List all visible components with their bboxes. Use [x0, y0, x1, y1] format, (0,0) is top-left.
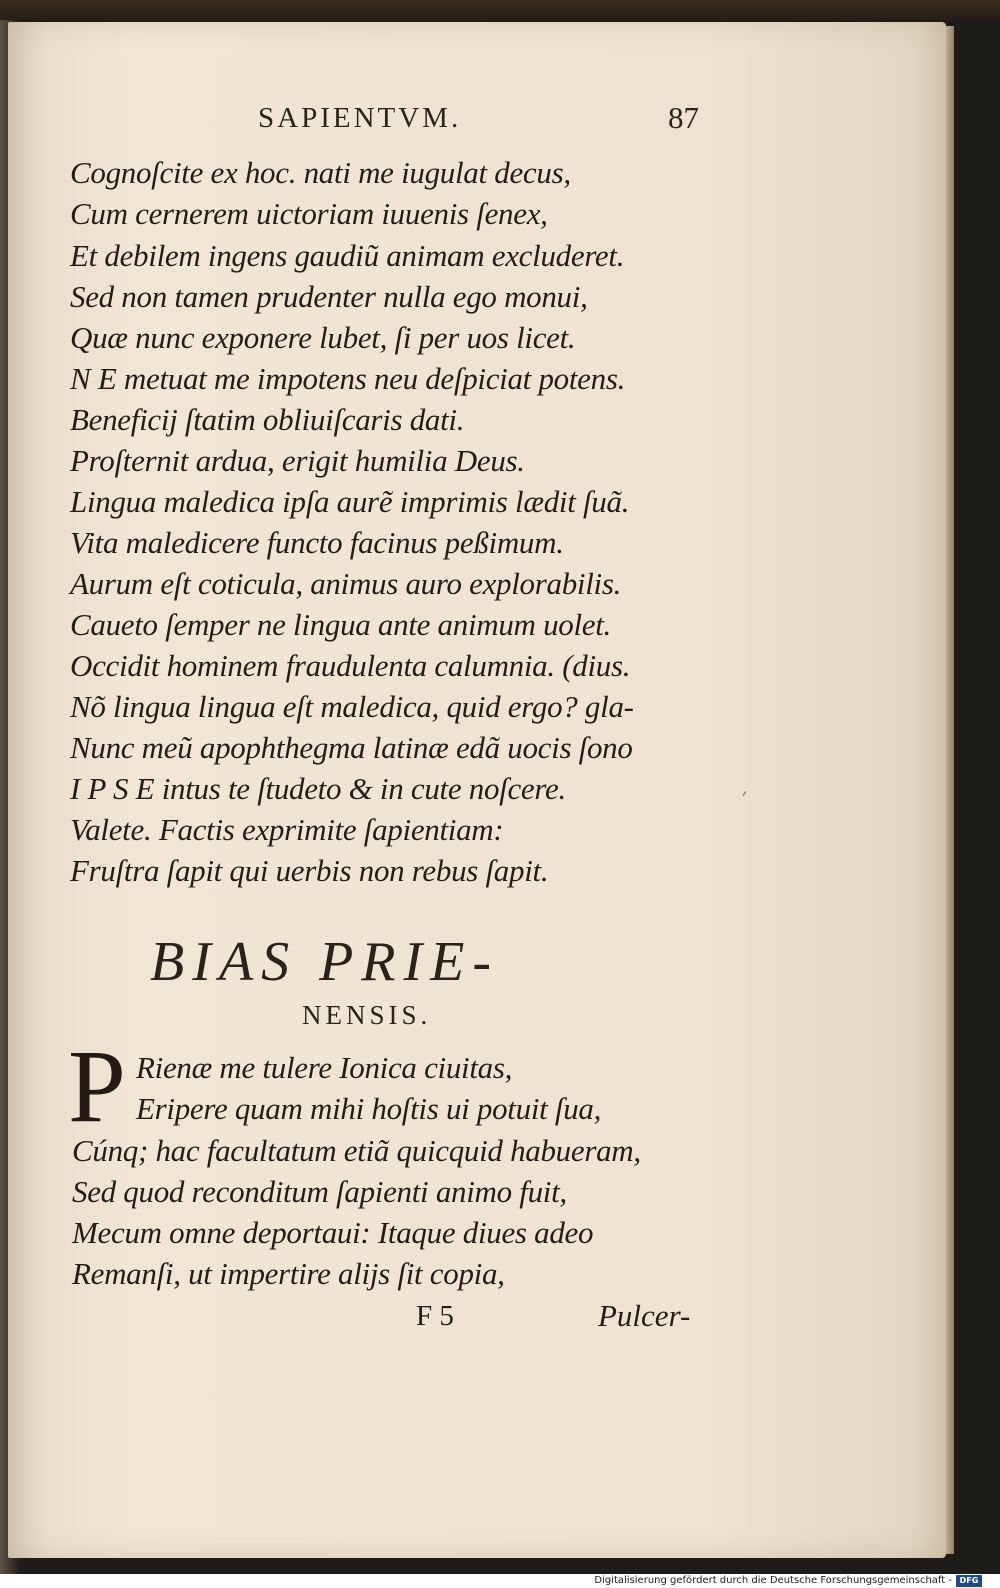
verse-line: Cum cernerem uictoriam iuuenis ſenex, [70, 196, 548, 231]
verse-line: N E metuat me impotens neu deſpiciat potens. [70, 361, 626, 396]
verse-line: Rienæ me tulere Ionica ciuitas, [136, 1050, 513, 1085]
verse-line: Occidit hominem fraudulenta calumnia. (dius. [70, 648, 631, 683]
verse-line: I P S E intus te ſtudeto & in cute noſcere. [70, 771, 566, 806]
funding-credit: Digitalisierung gefördert durch die Deutsche Forschungsgemeinschaft - [594, 1575, 952, 1586]
drop-capital: P [68, 1029, 126, 1144]
binding-top-strip [0, 0, 1000, 20]
dfg-logo: DFG [956, 1575, 982, 1587]
page-number: 87 [668, 100, 699, 135]
verse-line: Quæ nunc exponere lubet, ſi per uos licet. [70, 320, 576, 355]
verse-line: Caueto ſemper ne lingua ante animum uolet. [70, 607, 612, 642]
verse-line: Valete. Factis exprimite ſapientiam: [70, 812, 504, 847]
verse-line: Lingua maledica ipſa aurẽ imprimis lædit ſuã. [70, 484, 630, 519]
verse-line: Cognoſcite ex hoc. nati me iugulat decus, [70, 155, 571, 190]
verse-line: Nõ lingua lingua eſt maledica, quid ergo? gla- [70, 689, 634, 724]
catchword: Pulcer- [598, 1298, 691, 1333]
verse-line: Proſternit ardua, erigit humilia Deus. [70, 443, 525, 478]
verse-line: Sed non tamen prudenter nulla ego monui, [70, 279, 588, 314]
verse-line: Mecum omne deportaui: Itaque diues adeo [72, 1215, 594, 1250]
verse-line: Aurum eſt coticula, animus auro explorabilis. [70, 566, 622, 601]
verse-line: Eripere quam mihi hoſtis ui potuit ſua, [136, 1091, 602, 1126]
verse-line: Remanſi, ut impertire alijs ſit copia, [72, 1256, 505, 1291]
verse-line: Cúnq; hac facultatum etiã quicquid habueram, [72, 1133, 641, 1168]
page-edge [946, 26, 954, 1554]
running-head: SAPIENTVM. [258, 102, 462, 134]
verse-line: Et debilem ingens gaudiũ animam excluderet. [70, 238, 625, 273]
verse-line: Sed quod reconditum ſapienti animo fuit, [72, 1174, 567, 1209]
section-title: BIAS PRIE- [150, 931, 499, 993]
signature-mark: F 5 [416, 1300, 454, 1332]
verse-line: Nunc meũ apophthegma latinæ edã uocis ſono [70, 730, 633, 765]
verse-line: Fruſtra ſapit qui uerbis non rebus ſapit. [70, 853, 549, 888]
verse-line: Vita maledicere functo facinus peßimum. [70, 525, 564, 560]
verse-line: Beneficij ſtatim obliuiſcaris dati. [70, 402, 465, 437]
section-subtitle: NENSIS. [302, 1000, 432, 1030]
